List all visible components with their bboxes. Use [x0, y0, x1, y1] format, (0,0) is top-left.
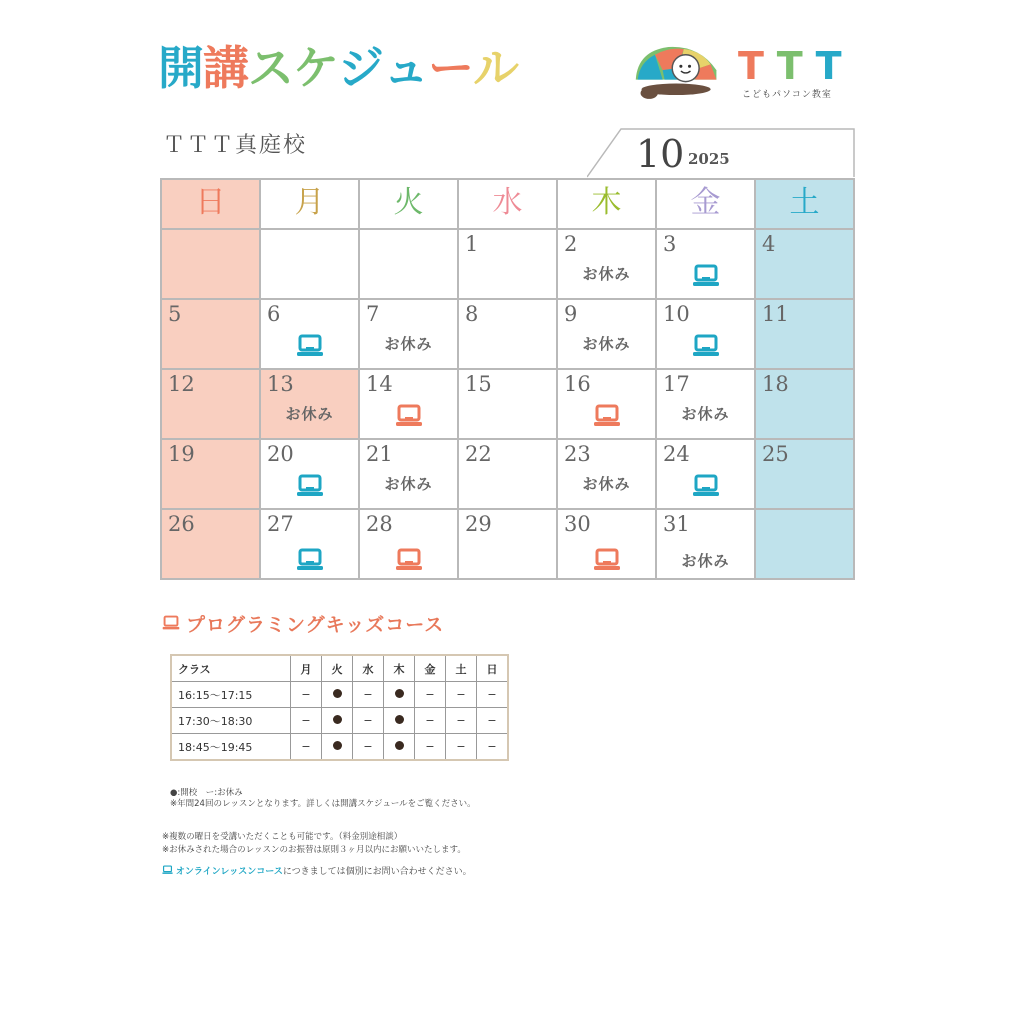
calendar-day-cell	[261, 230, 360, 300]
table-header: 木	[384, 655, 415, 682]
closed-label: お休み	[582, 475, 631, 493]
day-number: 28	[366, 512, 393, 536]
table-cell: −	[415, 734, 446, 761]
laptop-icon	[395, 548, 423, 572]
calendar-day-cell	[558, 300, 657, 370]
title-char: ス	[248, 41, 293, 95]
page-title	[158, 40, 518, 96]
calendar-day-cell	[558, 370, 657, 440]
logo-letter: T	[776, 44, 816, 88]
table-cell	[322, 734, 353, 761]
calendar-day-cell	[162, 510, 261, 578]
open-dot	[395, 689, 404, 698]
calendar-day-cell	[162, 230, 261, 300]
table-cell: −	[291, 682, 322, 708]
day-number: 9	[564, 302, 578, 326]
table-header: 金	[415, 655, 446, 682]
calendar-day-cell	[756, 440, 853, 510]
calendar-day-cell	[657, 300, 756, 370]
laptop-icon	[692, 474, 720, 498]
weekday-header: 土	[756, 180, 853, 230]
open-dot	[333, 741, 342, 750]
table-cell: −	[353, 708, 384, 734]
calendar-day-cell	[657, 370, 756, 440]
calendar-day-cell	[162, 440, 261, 510]
day-number: 16	[564, 372, 591, 396]
ttt-logo-mascot-icon	[630, 40, 726, 104]
calendar-day-cell	[360, 440, 459, 510]
table-cell: −	[477, 734, 509, 761]
calendar-day-cell	[558, 230, 657, 300]
title-char: ケ	[293, 41, 338, 95]
title-char: ュ	[383, 41, 428, 95]
table-cell: −	[446, 708, 477, 734]
class-schedule-table	[170, 654, 509, 761]
weekday-header: 火	[360, 180, 459, 230]
logo-letter: T	[738, 44, 777, 88]
table-cell: −	[291, 734, 322, 761]
calendar-day-cell	[459, 300, 558, 370]
table-cell: −	[477, 682, 509, 708]
year-number: 2025	[688, 150, 730, 168]
closed-label: お休み	[681, 552, 730, 570]
calendar-day-cell	[360, 510, 459, 578]
note-annual-lessons: ※年間24回のレッスンとなります。詳しくは開講スケジュールをご覧ください。	[170, 799, 476, 809]
table-cell: −	[353, 734, 384, 761]
day-number: 13	[267, 372, 294, 396]
calendar-day-cell	[261, 510, 360, 578]
day-number: 15	[465, 372, 492, 396]
table-header: 火	[322, 655, 353, 682]
legend-note: ●:開校 ー:お休み	[170, 788, 243, 798]
day-number: 14	[366, 372, 393, 396]
laptop-icon	[296, 474, 324, 498]
calendar-day-cell	[756, 230, 853, 300]
day-number: 24	[663, 442, 690, 466]
table-header: 月	[291, 655, 322, 682]
laptop-icon	[692, 264, 720, 288]
month-number: 10	[636, 132, 685, 176]
laptop-icon	[395, 404, 423, 428]
calendar-day-cell	[558, 510, 657, 578]
weekday-header: 水	[459, 180, 558, 230]
day-number: 6	[267, 302, 281, 326]
table-row	[171, 734, 508, 761]
day-number: 8	[465, 302, 479, 326]
table-header: 土	[446, 655, 477, 682]
calendar-grid	[160, 178, 855, 580]
calendar-day-cell	[756, 510, 853, 578]
table-cell: −	[415, 682, 446, 708]
weekday-header: 月	[261, 180, 360, 230]
day-number: 5	[168, 302, 182, 326]
table-cell	[384, 734, 415, 761]
calendar-day-cell	[459, 230, 558, 300]
course-title: プログラミングキッズコース	[186, 614, 445, 636]
table-cell: −	[291, 708, 322, 734]
calendar-day-cell	[657, 230, 756, 300]
class-time: 16:15〜17:15	[171, 682, 291, 708]
day-number: 11	[762, 302, 789, 326]
open-dot	[395, 715, 404, 724]
laptop-icon	[296, 334, 324, 358]
table-cell: −	[477, 708, 509, 734]
calendar-day-cell	[657, 440, 756, 510]
calendar-day-cell	[459, 510, 558, 578]
open-dot	[395, 741, 404, 750]
online-course-note	[162, 864, 472, 877]
calendar-day-cell	[756, 370, 853, 440]
online-course-link[interactable]: オンラインレッスンコース	[175, 867, 283, 877]
online-course-text: につきましては個別にお問い合わせください。	[282, 867, 472, 877]
day-number: 4	[762, 232, 776, 256]
day-number: 20	[267, 442, 294, 466]
calendar-day-cell	[261, 440, 360, 510]
calendar-day-cell	[261, 300, 360, 370]
calendar-day-cell	[360, 230, 459, 300]
weekday-header: 日	[162, 180, 261, 230]
table-cell: −	[446, 734, 477, 761]
title-char: ジ	[338, 41, 383, 95]
title-char: 講	[203, 41, 248, 95]
laptop-icon	[593, 548, 621, 572]
note-multiple-days: ※複数の曜日を受講いただくことも可能です。（料金別途相談）	[162, 832, 403, 842]
day-number: 1	[465, 232, 479, 256]
calendar-day-cell	[459, 440, 558, 510]
table-cell: −	[415, 708, 446, 734]
laptop-icon	[162, 865, 173, 875]
weekday-header: 金	[657, 180, 756, 230]
calendar-day-cell	[162, 300, 261, 370]
calendar-day-cell	[360, 300, 459, 370]
logo-subtitle: こどもパソコン教室	[742, 90, 832, 100]
logo-wordmark	[738, 44, 854, 88]
logo-letter: T	[815, 44, 854, 88]
day-number: 31	[663, 512, 690, 536]
closed-label: お休み	[582, 265, 631, 283]
calendar-day-cell	[459, 370, 558, 440]
table-header: クラス	[171, 655, 291, 682]
table-header: 日	[477, 655, 509, 682]
laptop-icon	[692, 334, 720, 358]
calendar-day-cell	[657, 510, 756, 578]
day-number: 12	[168, 372, 195, 396]
calendar-day-cell	[162, 370, 261, 440]
closed-label: お休み	[384, 475, 433, 493]
day-number: 19	[168, 442, 195, 466]
day-number: 29	[465, 512, 492, 536]
day-number: 10	[663, 302, 690, 326]
table-header: 水	[353, 655, 384, 682]
calendar-day-cell	[261, 370, 360, 440]
day-number: 22	[465, 442, 492, 466]
weekday-header: 木	[558, 180, 657, 230]
open-dot	[333, 715, 342, 724]
day-number: 7	[366, 302, 380, 326]
table-cell	[322, 708, 353, 734]
day-number: 21	[366, 442, 393, 466]
calendar-day-cell	[558, 440, 657, 510]
closed-label: お休み	[285, 405, 334, 423]
day-number: 30	[564, 512, 591, 536]
day-number: 27	[267, 512, 294, 536]
table-cell: −	[353, 682, 384, 708]
table-cell	[322, 682, 353, 708]
title-char: ー	[428, 41, 473, 95]
note-makeup-lessons: ※お休みされた場合のレッスンのお振替は原則３ヶ月以内にお願いいたします。	[162, 845, 466, 855]
laptop-icon	[162, 615, 180, 631]
calendar-day-cell	[360, 370, 459, 440]
table-cell: −	[446, 682, 477, 708]
class-time: 17:30〜18:30	[171, 708, 291, 734]
laptop-icon	[296, 548, 324, 572]
day-number: 2	[564, 232, 578, 256]
day-number: 23	[564, 442, 591, 466]
title-char: 開	[158, 41, 203, 95]
table-cell	[384, 682, 415, 708]
school-name: ＴＴＴ真庭校	[163, 133, 308, 158]
table-cell	[384, 708, 415, 734]
day-number: 17	[663, 372, 690, 396]
day-number: 26	[168, 512, 195, 536]
laptop-icon	[593, 404, 621, 428]
calendar-day-cell	[756, 300, 853, 370]
day-number: 3	[663, 232, 677, 256]
open-dot	[333, 689, 342, 698]
table-row	[171, 708, 508, 734]
day-number: 25	[762, 442, 789, 466]
closed-label: お休み	[681, 405, 730, 423]
title-char: ル	[473, 41, 518, 95]
table-row	[171, 682, 508, 708]
class-time: 18:45〜19:45	[171, 734, 291, 761]
closed-label: お休み	[384, 335, 433, 353]
closed-label: お休み	[582, 335, 631, 353]
day-number: 18	[762, 372, 789, 396]
